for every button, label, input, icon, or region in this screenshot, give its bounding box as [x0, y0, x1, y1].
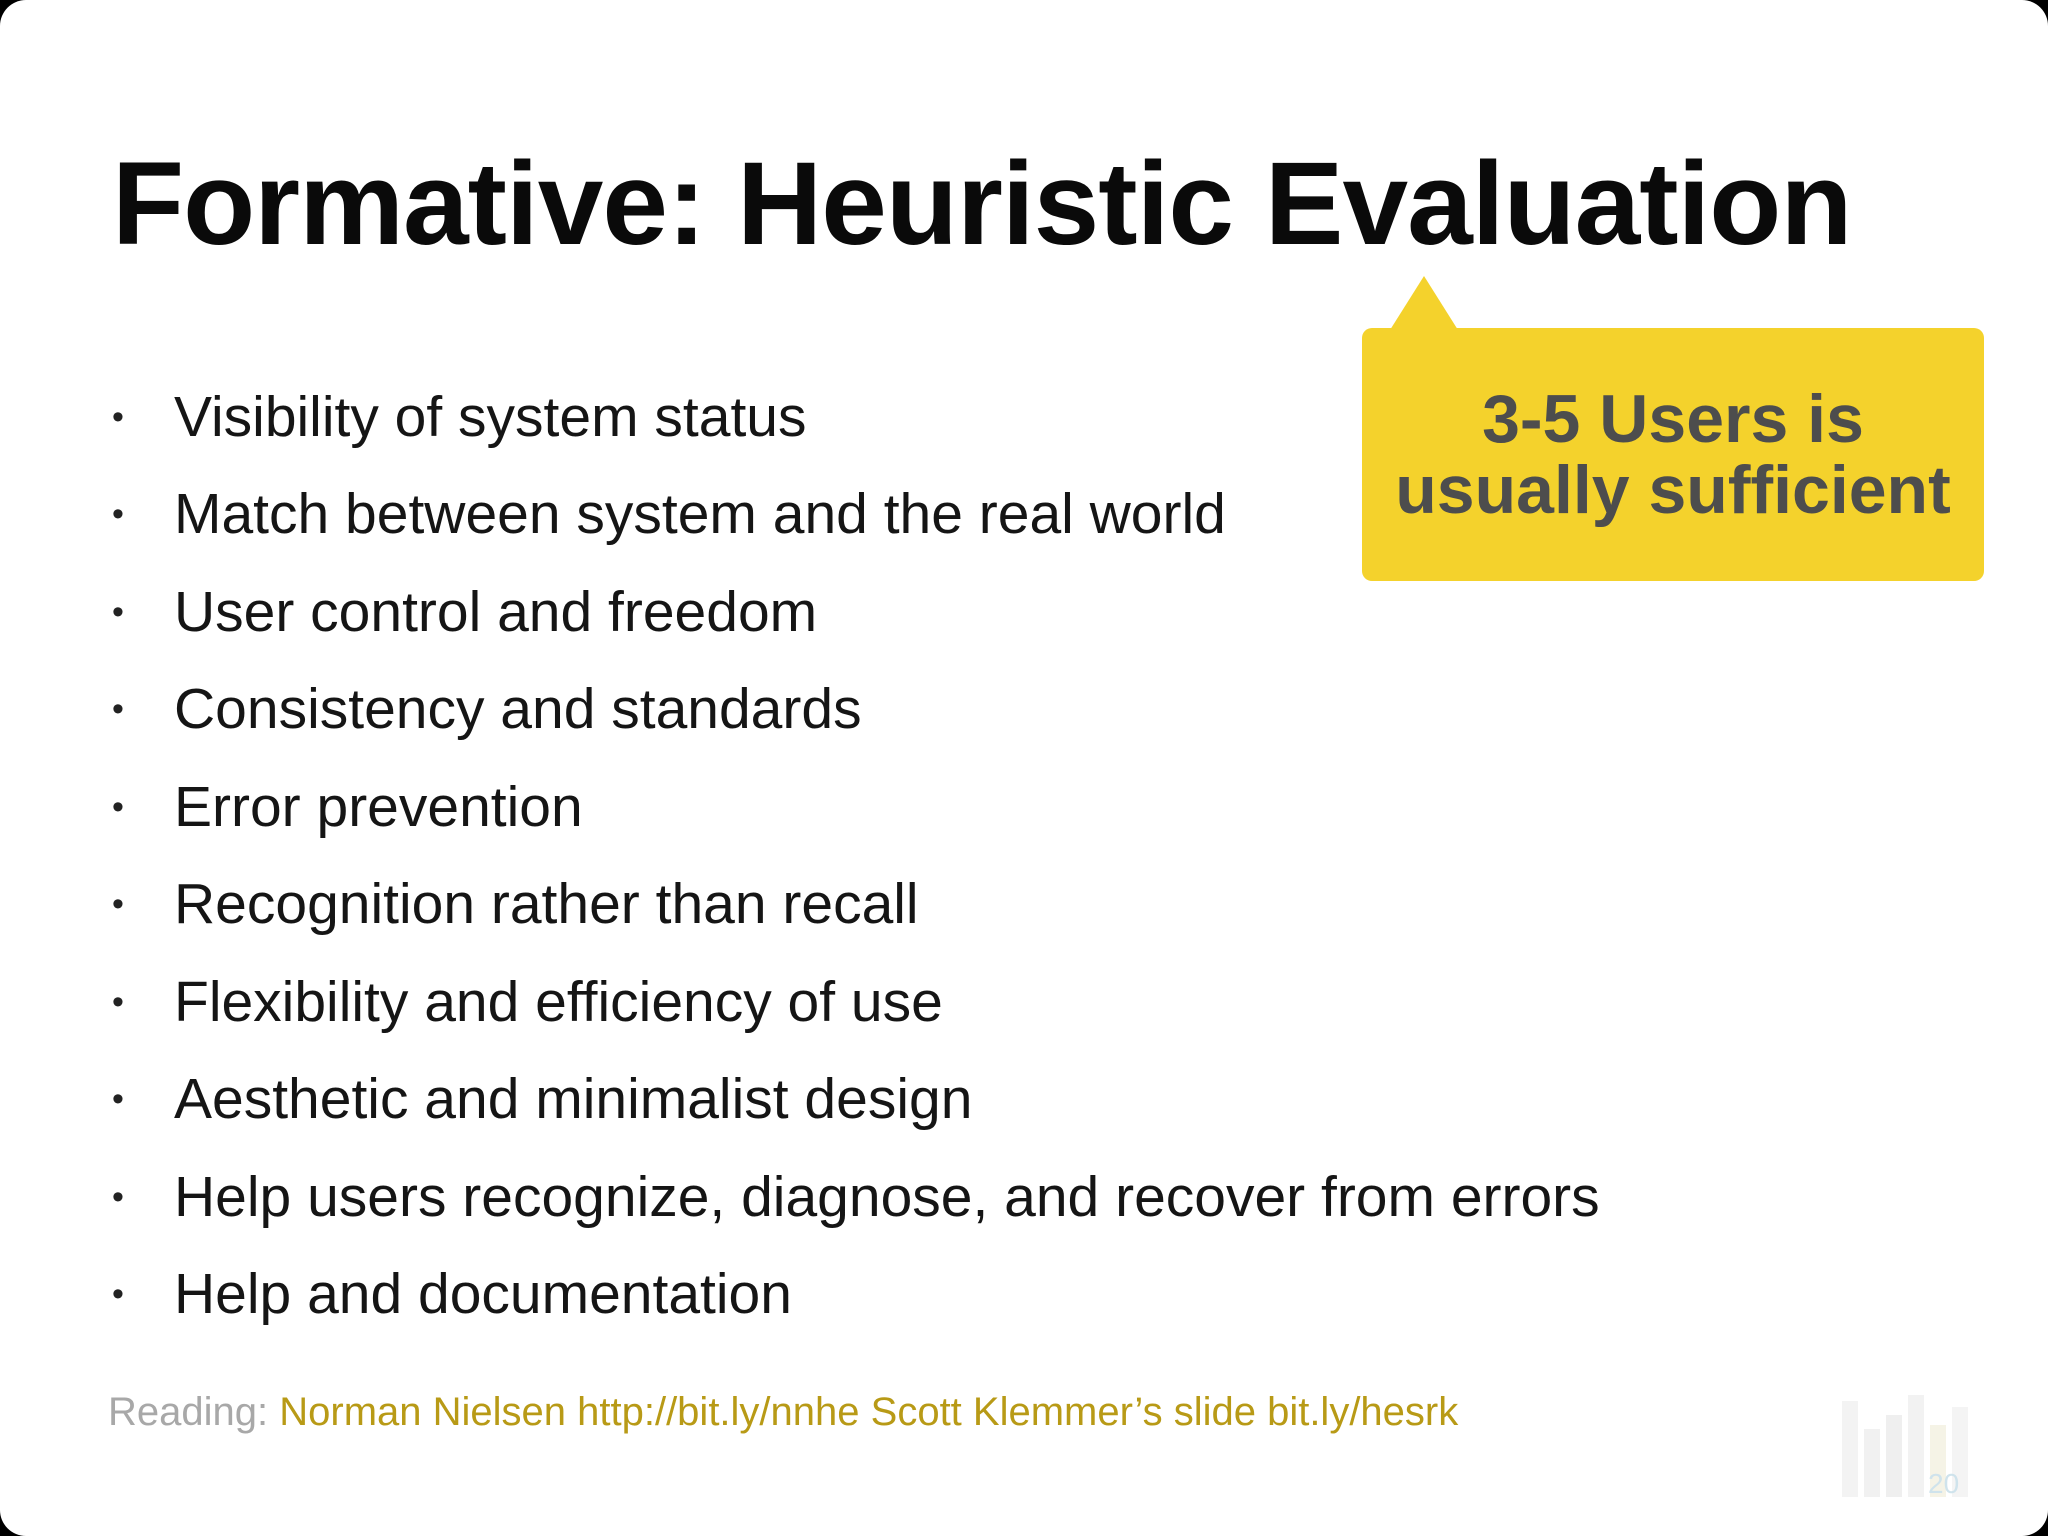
bullet-icon: •: [112, 1177, 124, 1216]
slide-title: Formative: Heuristic Evaluation: [112, 138, 1852, 270]
list-item-text: Help and documentation: [174, 1262, 792, 1327]
list-item-text: Flexibility and efficiency of use: [174, 969, 943, 1034]
bullet-icon: •: [112, 982, 124, 1021]
bullet-icon: •: [112, 1275, 124, 1314]
bullet-icon: •: [112, 787, 124, 826]
list-item-text: Error prevention: [174, 774, 583, 839]
reading-links[interactable]: Norman Nielsen http://bit.ly/nnhe Scott Klemmer’s slide bit.ly/hesrk: [279, 1390, 1459, 1434]
list-item-text: Visibility of system status: [174, 384, 807, 449]
bullet-icon: •: [112, 495, 124, 534]
list-item: [112, 953, 1600, 1051]
list-item: [112, 1246, 1600, 1344]
reading-label: Reading:: [108, 1390, 280, 1434]
list-item: [112, 661, 1600, 759]
bullet-icon: •: [112, 1080, 124, 1119]
callout-box: [1362, 328, 1984, 581]
callout-text-line: 3-5 Users is: [1482, 380, 1864, 457]
list-item-text: Aesthetic and minimalist design: [174, 1067, 973, 1132]
list-item-text: Match between system and the real world: [174, 482, 1226, 547]
list-item-text: Help users recognize, diagnose, and recover from errors: [174, 1164, 1600, 1229]
list-item: [112, 1051, 1600, 1149]
bullet-icon: •: [112, 397, 124, 436]
callout-text-line: usually sufficient: [1395, 451, 1951, 528]
list-item: [112, 1148, 1600, 1246]
list-item-text: Consistency and standards: [174, 677, 862, 742]
list-item-text: Recognition rather than recall: [174, 872, 919, 937]
bullet-icon: •: [112, 592, 124, 631]
callout-pointer-icon: [1390, 276, 1458, 330]
list-item: [112, 856, 1600, 954]
bullet-icon: •: [112, 885, 124, 924]
list-item-text: User control and freedom: [174, 579, 818, 644]
list-item: [112, 758, 1600, 856]
reading-footer: [108, 1390, 1458, 1435]
page-number: 20: [1928, 1468, 1960, 1499]
bullet-icon: •: [112, 690, 124, 729]
